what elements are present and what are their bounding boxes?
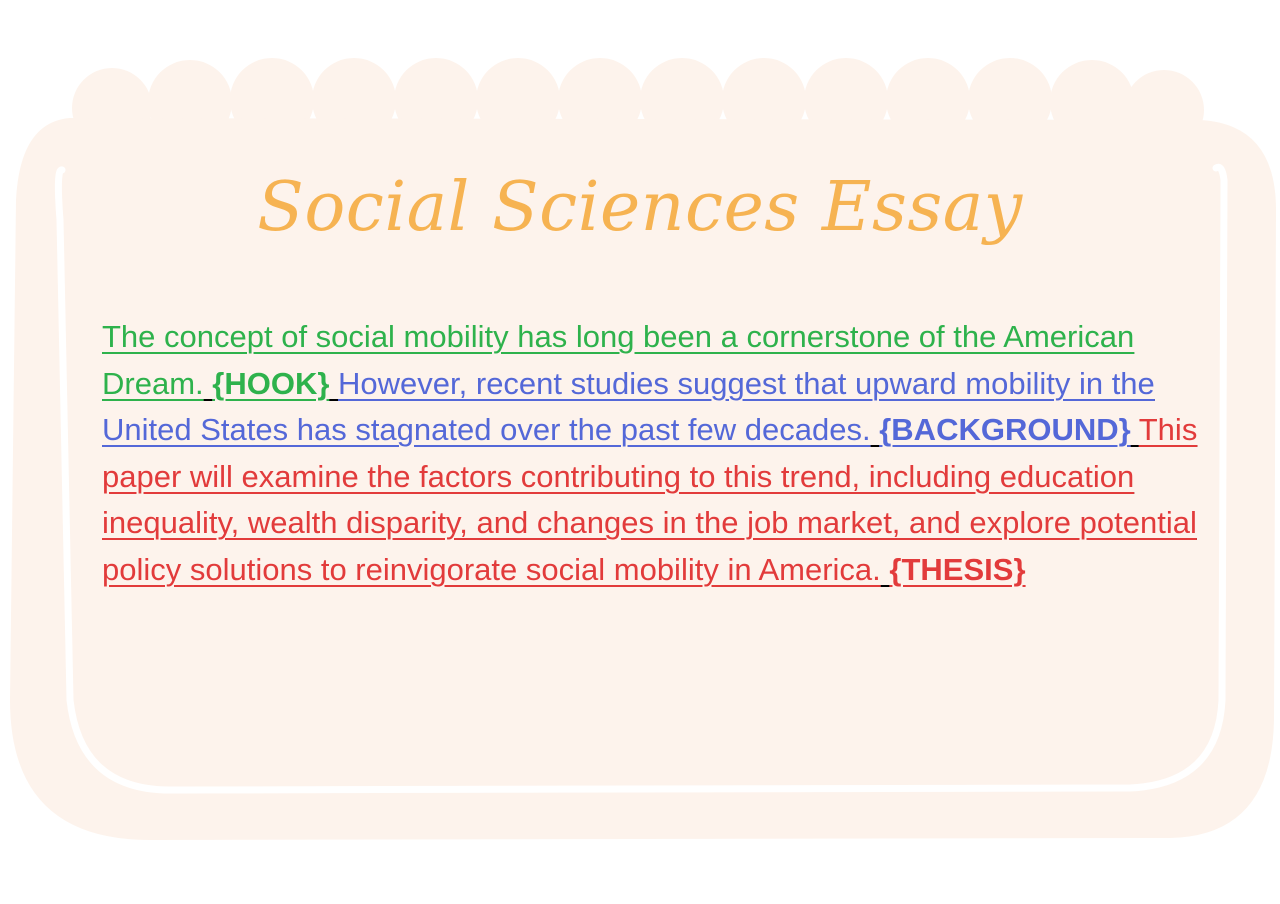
background-sentence: However, recent studies suggest that upward mobility in the United States has stagnated over the past few decades. [102, 365, 1155, 447]
hook-tag: {HOOK} [212, 365, 330, 401]
thesis-tag: {THESIS} [889, 551, 1026, 587]
page-title: Social Sciences Essay [257, 168, 1023, 247]
essay-paragraph [102, 314, 1222, 593]
background-tag: {BACKGROUND} [879, 412, 1131, 447]
hook-sentence: The concept of social mobility has long been a cornerstone of the American Dream. [102, 319, 1135, 401]
thesis-sentence: This paper will examine the factors contributing to this trend, including education inequality, wealth disparity, and changes in the job market, and explore potential policy solutions to reinvigorate social mobility in America. [102, 412, 1198, 587]
